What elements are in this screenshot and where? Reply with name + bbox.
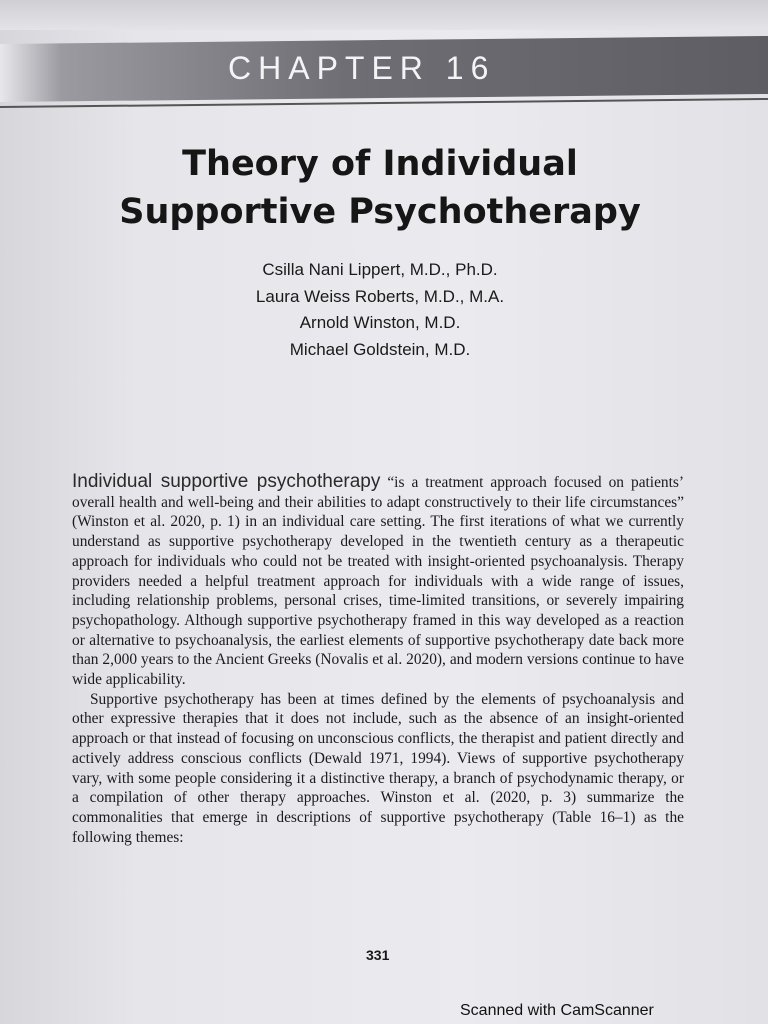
- author-name: Laura Weiss Roberts, M.D., M.A.: [255, 286, 505, 306]
- page-number: 331: [366, 947, 390, 963]
- chapter-title: [60, 140, 700, 236]
- author-name: Arnold Winston, M.D.: [299, 313, 461, 332]
- author-name: Csilla Nani Lippert, M.D., Ph.D.: [262, 260, 498, 279]
- author-name: Michael Goldstein, M.D.: [289, 339, 471, 359]
- body-paragraph: Supportive psychotherapy has been at times defined by the elements of psychoanalysis and other expressive therapies that it does not include, such as the absence of an insight-oriented approach or that instead of focusing on unconscious conflicts, the therapist and patient directly and actively address conscious conflicts (Dewald 1971, 1994). Views of supportive psychotherapy vary, with some people considering it a distinctive therapy, a branch of psychodynamic therapy, or a compilation of other therapy approaches. Winston et al. (2020, p. 3) summarize the commonalities that emerge in descriptions of supportive psychotherapy (Table 16–1) as the following themes:: [72, 690, 684, 846]
- banner-rule: [0, 98, 768, 108]
- paragraph-text: “is a treatment approach focused on patients’ overall health and well-being and their abilities to adapt constructively to their life circumstances” (Winston et al. 2020, p. 1) in an individual care setting. The first iterations of what we currently understand as supportive psychotherapy developed in the twentieth century as a therapeutic approach for individuals who could not be treated with insight-oriented psychoanalysis. Therapy providers needed a helpful treatment approach for individuals with a wide range of issues, including relationship problems, personal crises, time-limited transitions, or severely impairing psychopathology. Although supportive psychotherapy framed in this way developed as a reaction or alternative to psychoanalysis, the earliest elements of supportive psychotherapy date back more than 2,000 years to the Ancient Greeks (Novalis et al. 2020), and modern versions continue to have wide applicability.: [72, 474, 684, 689]
- title-line-1: Theory of Individual: [182, 144, 578, 184]
- previous-page-edge: [0, 0, 768, 30]
- chapter-label: CHAPTER 16: [228, 50, 496, 86]
- author-list: [180, 257, 580, 363]
- scanner-watermark: Scanned with CamScanner: [460, 1002, 654, 1019]
- lead-in-heading: Individual supportive psychotherapy: [72, 471, 381, 492]
- body-paragraph: [72, 472, 684, 690]
- title-line-2: Supportive Psychotherapy: [119, 192, 641, 232]
- chapter-body: [72, 472, 684, 847]
